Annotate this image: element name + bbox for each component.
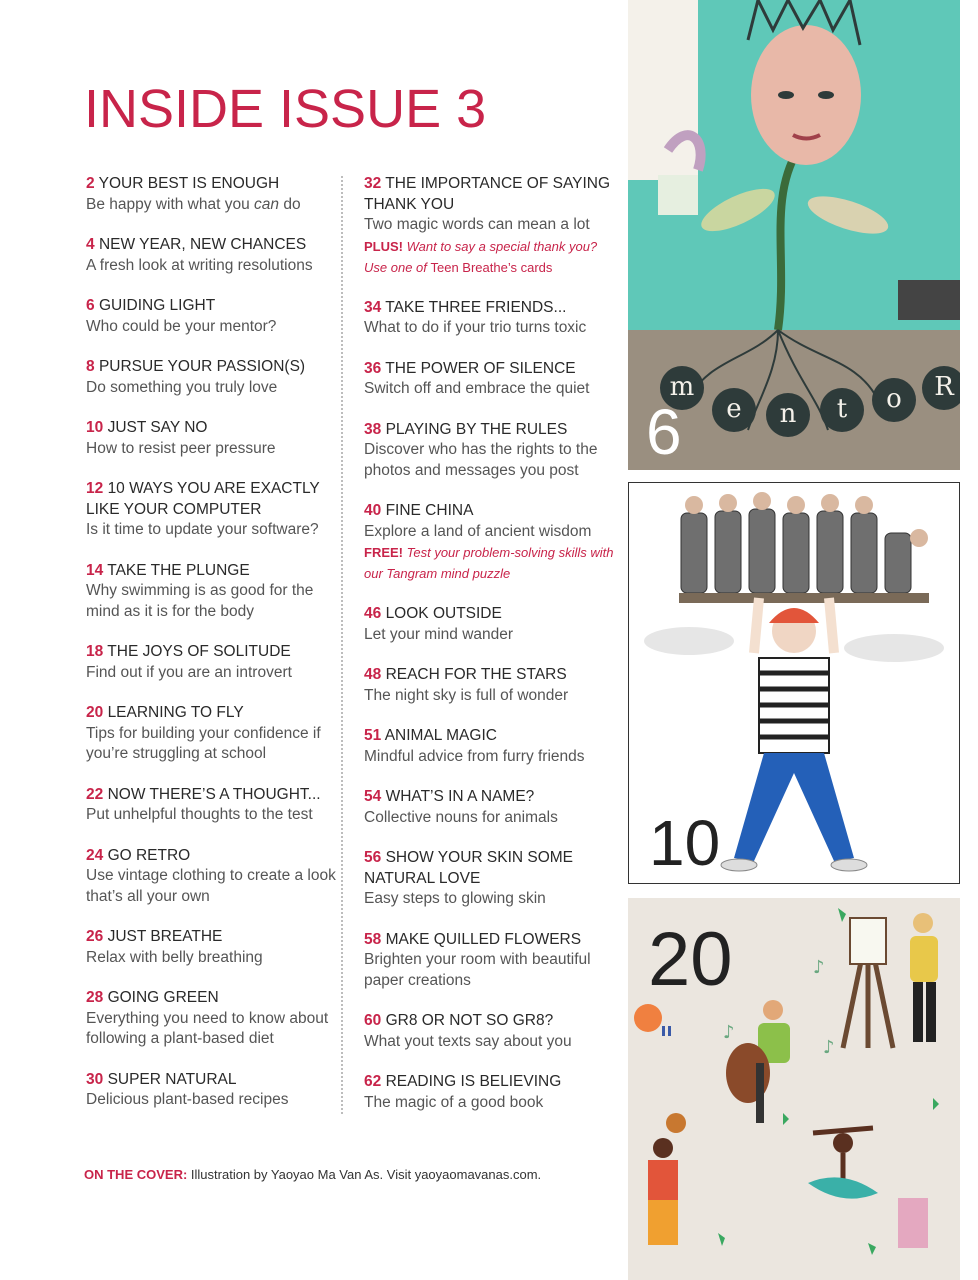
cover-credit [84, 1167, 541, 1182]
contents-entry[interactable] [86, 174, 346, 215]
entry-description: Find out if you are an introvert [86, 663, 292, 681]
entry-title: YOUR BEST IS ENOUGH [98, 175, 280, 192]
entry-heading [86, 846, 346, 867]
contents-entry[interactable] [364, 298, 614, 339]
entry-heading [364, 787, 614, 808]
entry-description: Is it time to update your software? [86, 521, 319, 538]
contents-entry[interactable] [86, 785, 346, 826]
entry-heading [86, 357, 346, 378]
entry-title: ANIMAL MAGIC [384, 727, 497, 744]
contents-entry[interactable] [364, 930, 614, 992]
entry-page-number: 10 [86, 419, 104, 436]
entry-page-number: 58 [364, 930, 382, 948]
entry-title: PURSUE YOUR PASSION(S) [98, 358, 306, 375]
contents-entry[interactable] [86, 561, 346, 623]
entry-heading [364, 298, 614, 319]
entry-description: What yout texts say about you [364, 1032, 572, 1050]
entry-description: Why swimming is as good for the mind as it is for the body [86, 582, 314, 620]
cover-credit-text: Illustration by Yaoyao Ma Van As. Visit yaoyaomavanas.com. [190, 1167, 542, 1182]
entry-description: Switch off and embrace the quiet [364, 380, 590, 397]
entry-description: Everything you need to know about following a plant-based diet [86, 1009, 329, 1047]
entry-description: Who could be your mentor? [86, 317, 277, 335]
contents-entry[interactable] [364, 420, 614, 482]
contents-entry[interactable] [86, 846, 346, 908]
entry-page-number: 54 [364, 788, 382, 805]
entry-heading [364, 665, 614, 686]
entry-page-number: 6 [86, 297, 95, 314]
entry-heading [364, 726, 614, 747]
entry-title: THE JOYS OF SOLITUDE [107, 643, 291, 660]
entry-heading [86, 927, 346, 948]
svg-text:♪: ♪ [723, 1022, 735, 1043]
entry-description: The magic of a good book [364, 1093, 544, 1111]
mentor-letter: e [712, 388, 756, 432]
extra-text: Want to say a special thank you? Use one of [364, 238, 598, 275]
entry-title: READING IS BELIEVING [385, 1073, 562, 1090]
entry-description: Easy steps to glowing skin [364, 890, 546, 907]
entry-heading [86, 418, 346, 439]
mentor-letter: n [766, 393, 810, 437]
entry-extra-note [364, 542, 614, 584]
mentor-letter: R [922, 366, 960, 410]
extra-label: PLUS! [364, 238, 403, 254]
contents-entry[interactable] [364, 1072, 614, 1113]
entry-description: Brighten your room with beautiful paper creations [364, 951, 591, 989]
contents-entry[interactable] [364, 1011, 614, 1052]
entry-description: Do something you truly love [86, 378, 278, 396]
entry-description-text: Be happy with what you [86, 195, 255, 213]
entry-title: TAKE THREE FRIENDS... [385, 298, 567, 316]
cover-credit-label: ON THE COVER: [84, 1167, 188, 1182]
entry-page-number: 46 [364, 605, 382, 622]
entry-page-number: 60 [364, 1012, 382, 1029]
page-number-badge: 20 [648, 917, 733, 1002]
entry-description: Discover who has the rights to the photos and messages you post [364, 441, 598, 479]
svg-text:♪: ♪ [813, 957, 825, 978]
extra-label: FREE! [364, 545, 403, 560]
entry-description: Put unhelpful thoughts to the test [86, 806, 313, 823]
contents-entry[interactable] [86, 1070, 346, 1111]
contents-entry[interactable] [86, 479, 346, 541]
contents-entry[interactable] [86, 642, 346, 683]
entry-page-number: 12 [86, 480, 104, 497]
entry-description: Tips for building your confidence if you’re struggling at school [86, 724, 321, 762]
entry-description-emphasis: can [254, 195, 280, 213]
page-number-badge: 6 [646, 396, 682, 468]
column-divider [341, 176, 343, 1114]
contents-entry[interactable] [86, 703, 346, 765]
entry-page-number: 20 [86, 704, 104, 721]
entry-title: LEARNING TO FLY [107, 704, 244, 721]
entry-heading [364, 1072, 614, 1093]
entry-title: REACH FOR THE STARS [385, 666, 567, 683]
entry-title: GR8 OR NOT SO GR8? [385, 1012, 554, 1029]
mentor-letter: o [872, 378, 916, 422]
contents-entry[interactable] [364, 174, 614, 278]
entry-page-number: 48 [364, 666, 382, 683]
entry-description: Explore a land of ancient wisdom [364, 522, 592, 540]
entry-title: PLAYING BY THE RULES [385, 420, 568, 438]
entry-title: GOING GREEN [107, 989, 219, 1006]
contents-entry[interactable] [364, 787, 614, 828]
entry-page-number: 18 [86, 643, 104, 660]
entry-title: TAKE THE PLUNGE [107, 561, 250, 579]
contents-entry[interactable] [364, 848, 614, 910]
entry-heading [86, 1070, 346, 1091]
contents-entry[interactable] [86, 296, 346, 337]
entry-page-number: 40 [364, 502, 382, 519]
entry-title: NOW THERE’S A THOUGHT... [107, 785, 321, 803]
entry-heading [86, 642, 346, 663]
entry-title: SHOW YOUR SKIN SOME NATURAL LOVE [364, 849, 574, 887]
entry-description: Let your mind wander [364, 625, 514, 643]
entry-description: The night sky is full of wonder [364, 686, 569, 704]
entry-description: Two magic words can mean a lot [364, 216, 590, 233]
entry-page-number: 32 [364, 175, 382, 192]
entry-page-number: 51 [364, 727, 382, 744]
entry-extra-note [364, 236, 614, 278]
entry-page-number: 4 [86, 236, 95, 253]
entry-title: THE IMPORTANCE OF SAYING THANK YOU [364, 175, 611, 213]
entry-description: Collective nouns for animals [364, 808, 558, 826]
entry-title: JUST BREATHE [107, 928, 223, 945]
entry-title: SUPER NATURAL [107, 1070, 237, 1088]
entry-heading [86, 561, 346, 582]
entry-heading [86, 296, 346, 317]
entry-description-text: do [279, 195, 301, 213]
contents-entry[interactable] [86, 418, 346, 459]
entry-heading [364, 930, 614, 951]
contents-entry[interactable] [364, 501, 614, 584]
entry-heading [86, 235, 346, 256]
peer-pressure-illustration[interactable] [628, 482, 960, 884]
entry-page-number: 36 [364, 359, 382, 377]
contents-left-column [86, 174, 346, 1131]
entry-heading [364, 501, 614, 522]
contents-entry[interactable] [86, 988, 346, 1050]
entry-title: FINE CHINA [385, 502, 474, 519]
entry-page-number: 14 [86, 561, 104, 579]
entry-description: How to resist peer pressure [86, 439, 276, 457]
entry-heading [86, 988, 346, 1009]
contents-entry[interactable] [86, 235, 346, 276]
entry-heading [86, 479, 346, 520]
entry-title: GUIDING LIGHT [98, 297, 216, 314]
extra-text: Test your problem-solving skills with our Tangram mind puzzle [364, 545, 614, 581]
mentor-letter: t [820, 388, 864, 432]
entry-description: Use vintage clothing to create a look that’s all your own [86, 867, 336, 905]
entry-title: JUST SAY NO [107, 419, 208, 436]
entry-title: NEW YEAR, NEW CHANCES [98, 236, 307, 253]
entry-page-number: 34 [364, 298, 382, 316]
entry-description: Relax with belly breathing [86, 948, 263, 966]
entry-description: A fresh look at writing resolutions [86, 256, 313, 274]
entry-page-number: 56 [364, 849, 382, 866]
entry-heading [86, 785, 346, 806]
entry-page-number: 8 [86, 358, 95, 375]
mentor-illustration[interactable] [628, 0, 960, 470]
entry-heading [364, 359, 614, 380]
entry-heading [364, 420, 614, 441]
entry-page-number: 62 [364, 1073, 382, 1090]
svg-text:♪: ♪ [823, 1037, 835, 1058]
entry-title: GO RETRO [107, 846, 191, 864]
extra-tail: Teen Breathe’s cards [430, 259, 553, 275]
entry-description: Mindful advice from furry friends [364, 747, 585, 765]
entry-title: THE POWER OF SILENCE [385, 359, 576, 377]
entry-description: Delicious plant-based recipes [86, 1091, 289, 1108]
entry-page-number: 22 [86, 785, 104, 803]
entry-heading [364, 604, 614, 625]
entry-description: What to do if your trio turns toxic [364, 319, 587, 336]
contents-right-column [364, 174, 614, 1133]
entry-heading [364, 1011, 614, 1032]
entry-page-number: 30 [86, 1070, 104, 1088]
entry-title: MAKE QUILLED FLOWERS [385, 930, 582, 948]
confidence-illustration[interactable] [628, 898, 960, 1280]
contents-entry[interactable] [364, 604, 614, 645]
contents-entry[interactable] [86, 357, 346, 398]
entry-title: LOOK OUTSIDE [385, 605, 502, 622]
entry-page-number: 38 [364, 420, 382, 438]
entry-page-number: 26 [86, 928, 104, 945]
entry-page-number: 2 [86, 175, 95, 192]
entry-heading [364, 848, 614, 889]
entry-title: WHAT’S IN A NAME? [385, 788, 535, 805]
entry-page-number: 28 [86, 989, 104, 1006]
page-title: INSIDE ISSUE 3 [84, 79, 487, 139]
entry-heading [364, 174, 614, 215]
entry-heading [86, 174, 346, 195]
page-number-badge: 10 [649, 807, 721, 879]
entry-heading [86, 703, 346, 724]
contents-entry[interactable] [364, 665, 614, 706]
contents-entry[interactable] [364, 359, 614, 400]
entry-description [86, 195, 346, 216]
contents-entry[interactable] [364, 726, 614, 767]
contents-entry[interactable] [86, 927, 346, 968]
entry-title: 10 WAYS YOU ARE EXACTLY LIKE YOUR COMPUTER [86, 480, 320, 518]
entry-page-number: 24 [86, 846, 104, 864]
mentor-letter: m [660, 366, 704, 410]
